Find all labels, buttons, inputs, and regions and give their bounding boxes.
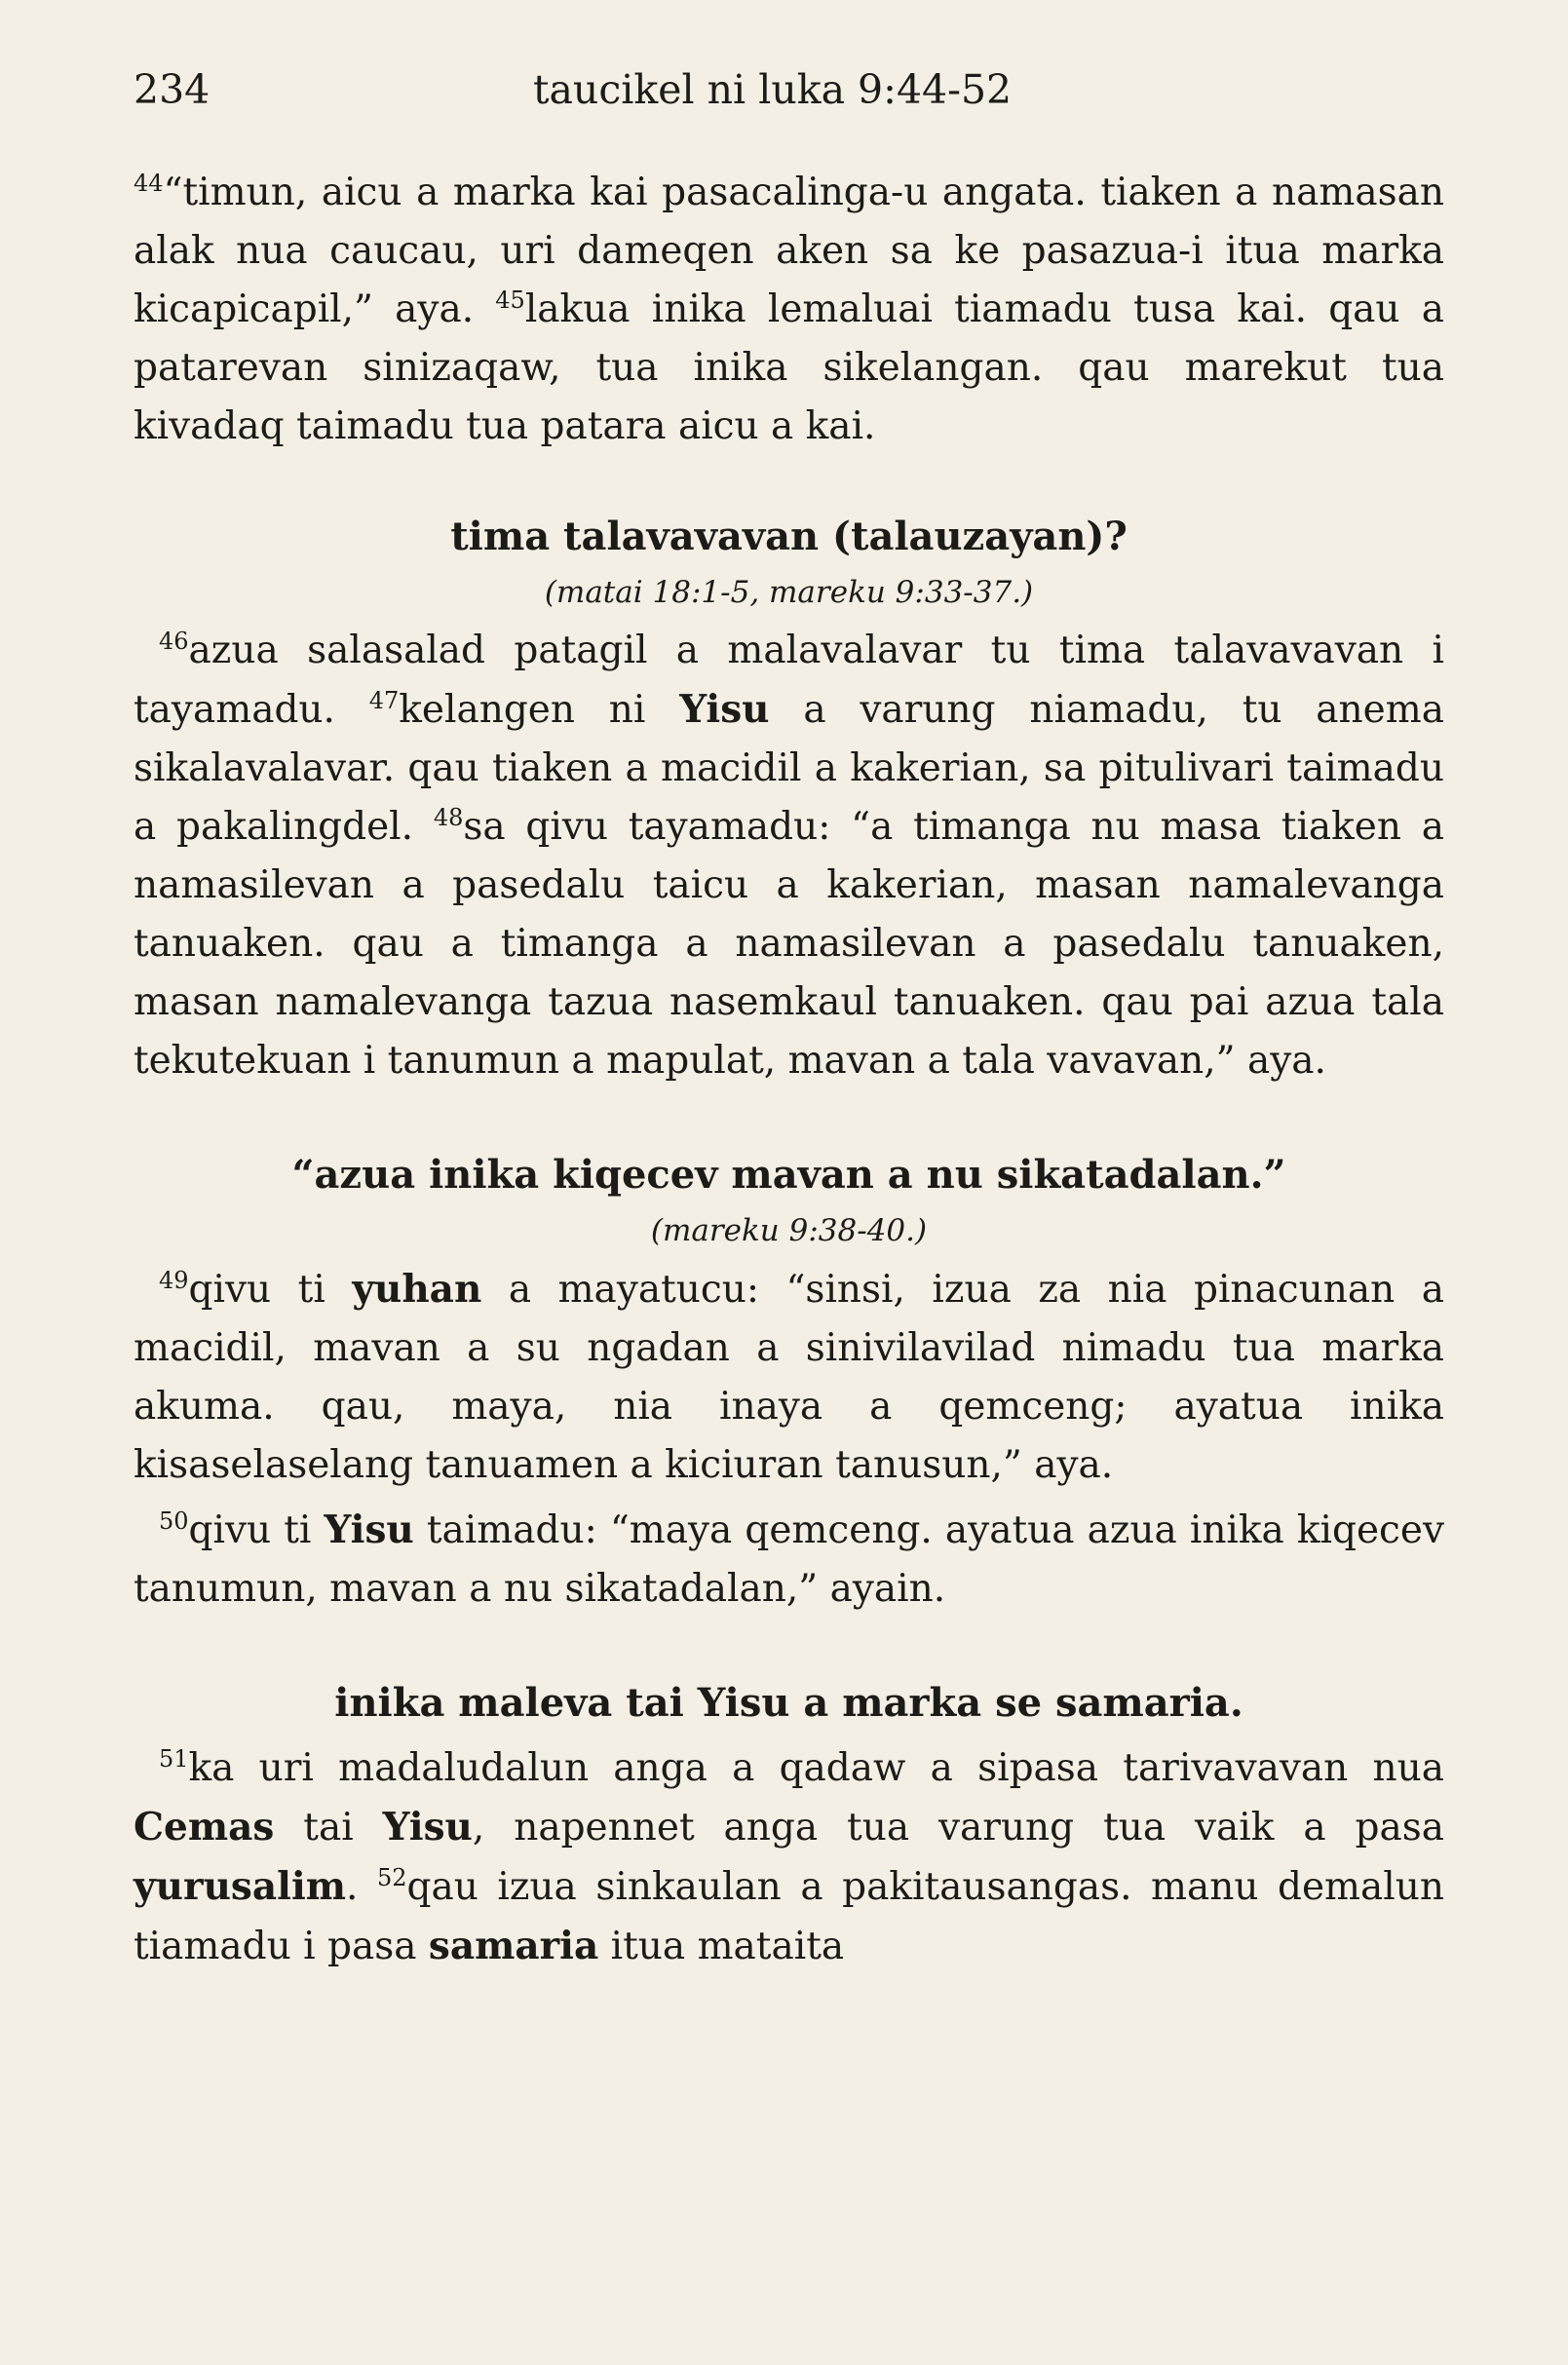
section-heading: inika maleva tai Yisu a marka se samaria.: [334, 1680, 1243, 1726]
verse-number-46: 46: [159, 628, 189, 655]
verse-45-text: lakua inika lemaluai tiamadu tusa kai. qau a patarevan sinizaqaw, tua inika sikelangan. qau marekut tua kivadaq taimadu tua patara aicu a kai.: [134, 287, 1444, 448]
page-body: [134, 164, 1444, 1976]
verse-52-text-cont: itua mataita: [598, 1925, 845, 1968]
verse-number-48: 48: [433, 804, 464, 831]
verse-number-52: 52: [377, 1864, 407, 1891]
verse-51-text-end: .: [346, 1865, 359, 1909]
name-yuhan: yuhan: [352, 1267, 482, 1312]
page-header: [134, 60, 1441, 119]
verse-46-text: azua salasalad patagil a malavalavar tu tima talavavavan i tayamadu.: [134, 629, 1444, 732]
verse-49-text: qivu ti: [188, 1268, 353, 1312]
verse-51-text: ka uri madaludalun anga a qadaw a sipasa tarivavavan nua: [188, 1746, 1444, 1790]
paragraph-49: [134, 1260, 1444, 1495]
paragraph-46-48: [134, 622, 1444, 1090]
verse-52-text: qau izua sinkaulan a pakitausangas. manu demalun tiamadu i pasa: [134, 1865, 1445, 1968]
cross-reference: (matai 18:1-5, mareku 9:33-37.): [544, 575, 1034, 610]
name-cemas: Cemas: [134, 1805, 275, 1850]
verse-number-50: 50: [159, 1507, 189, 1535]
section-heading: tima talavavavan (talauzayan)?: [450, 514, 1128, 559]
verse-50-text: qivu ti: [188, 1508, 325, 1552]
cross-reference: (mareku 9:38-40.): [650, 1213, 928, 1248]
paragraph-51-52: [134, 1739, 1444, 1976]
verse-51-text-cont: tai: [274, 1806, 383, 1850]
verse-number-45: 45: [495, 286, 525, 314]
verse-number-49: 49: [159, 1267, 189, 1294]
verse-47-text: kelangen ni: [399, 688, 680, 732]
name-yisu: Yisu: [679, 687, 770, 732]
verse-49-text-cont: a mayatucu: “sinsi, izua za nia pinacunan a macidil, mavan a su ngadan a sinivilavilad nimadu tua marka akuma. qau, maya, nia inaya a qemceng; ayatua inika kisaselaselang tanuamen a kiciuran tanusun,” aya.: [134, 1268, 1444, 1487]
verse-number-47: 47: [368, 687, 400, 714]
verse-51-text-cont2: , napennet anga tua varung tua vaik a pasa: [472, 1806, 1444, 1850]
paragraph-44-45: [134, 164, 1444, 456]
verse-number-44: 44: [134, 170, 164, 197]
running-head: taucikel ni luka 9:44-52: [533, 66, 1013, 113]
place-samaria: samaria: [428, 1924, 599, 1968]
verse-47-text-cont: a varung niamadu, tu anema sikalavalavar. qau tiaken a macidil a kakerian, sa pitulivari taimadu a pakalingdel.: [134, 688, 1444, 849]
verse-number-51: 51: [159, 1745, 189, 1773]
name-yisu: Yisu: [324, 1507, 414, 1552]
verse-48-text: sa qivu tayamadu: “a timanga nu masa tiaken a namasilevan a pasedalu taicu a kakerian, masan namalevanga tanuaken. qau a timanga a namasilevan a pasedalu tanuaken, masan namalevanga tazua nasemkaul tanuaken. qau pai azua tala tekutekuan i tanumun a mapulat, mavan a tala vavavan,” aya.: [134, 805, 1445, 1083]
name-yisu: Yisu: [382, 1805, 473, 1850]
place-yurusalim: yurusalim: [134, 1864, 347, 1909]
section-heading: “azua inika kiqecev mavan a nu sikatadalan.”: [291, 1152, 1286, 1198]
page-number: 234: [134, 66, 210, 113]
paragraph-50: [134, 1501, 1444, 1619]
verse-44-text: “timun, aicu a marka kai pasacalinga-u angata. tiaken a namasan alak nua caucau, uri dameqen aken sa ke pasazua-i itua marka kicapicapil,” aya.: [134, 171, 1444, 331]
verse-50-text-cont: taimadu: “maya qemceng. ayatua azua inika kiqecev tanumun, mavan a nu sikatadalan,” ayain.: [134, 1508, 1444, 1611]
